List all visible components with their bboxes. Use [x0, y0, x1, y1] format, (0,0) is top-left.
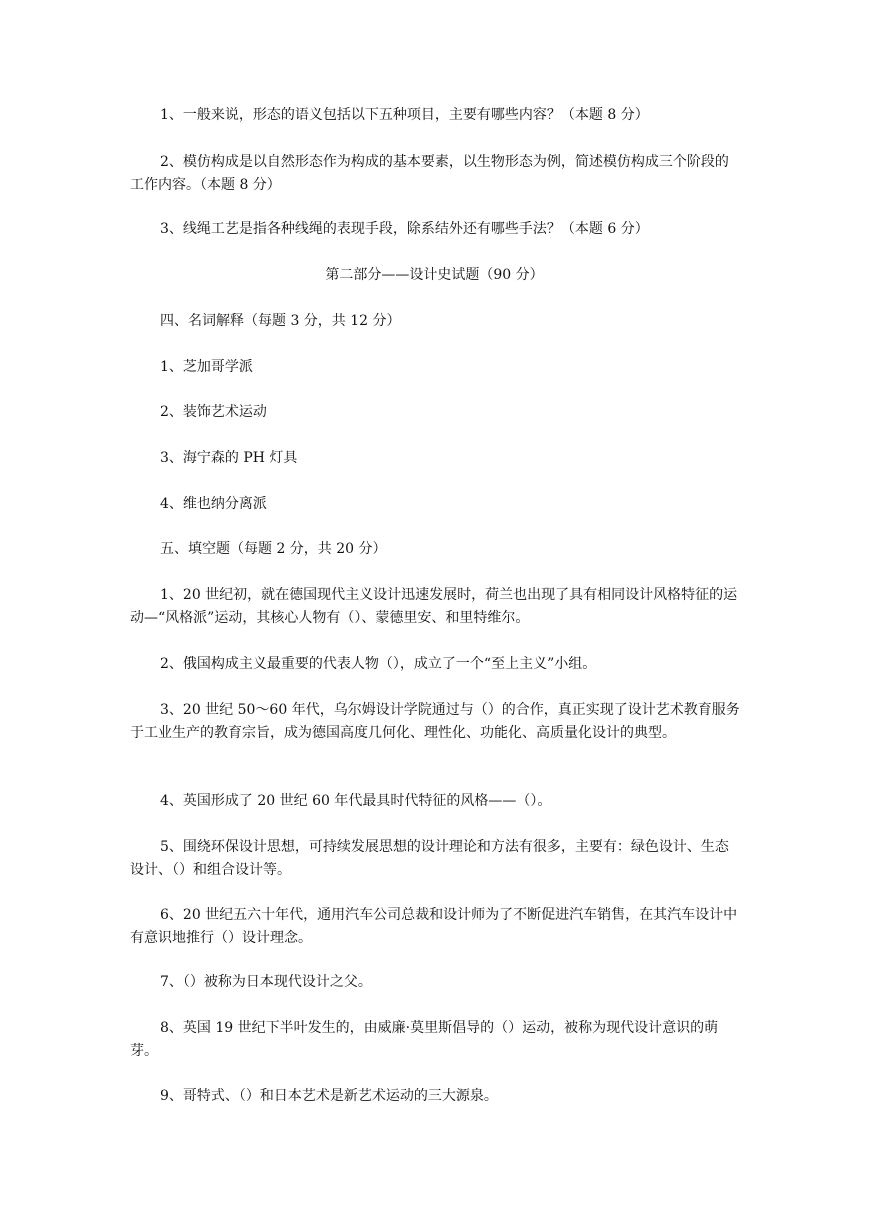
section-5-title: 五、填空题（每题 2 分，共 20 分）	[160, 541, 387, 557]
question-3: 3、线绳工艺是指各种线绳的表现手段，除系结外还有哪些手法？（本题 6 分）	[160, 221, 649, 237]
question-1: 1、一般来说，形态的语义包括以下五种项目，主要有哪些内容？（本题 8 分）	[160, 107, 649, 123]
term-item: 1、芝加哥学派	[160, 359, 253, 375]
fill-item: 1、20 世纪初，就在德国现代主义设计迅速发展时，荷兰也出现了具有相同设计风格特征的运动—“风格派”运动，其核心人物有（）、蒙德里安、和里特维尔。	[130, 587, 738, 626]
section-4-title: 四、名词解释（每题 3 分，共 12 分）	[160, 313, 401, 329]
term-item: 3、海宁森的 PH 灯具	[160, 450, 298, 466]
part-2-title: 第二部分——设计史试题（90 分）	[325, 267, 544, 283]
question-2: 2、模仿构成是以自然形态作为构成的基本要素，以生物形态为例，简述模仿构成三个阶段的工作内容。（本题 8 分）	[130, 154, 729, 193]
fill-item: 2、俄国构成主义最重要的代表人物（），成立了一个“至上主义”小组。	[160, 656, 597, 672]
term-item: 2、装饰艺术运动	[160, 404, 267, 420]
fill-item: 9、哥特式、（）和日本艺术是新艺术运动的三大源泉。	[160, 1088, 498, 1104]
fill-item: 4、英国形成了 20 世纪 60 年代最具时代特征的风格——（）。	[160, 793, 552, 809]
fill-item: 6、20 世纪五六十年代，通用汽车公司总裁和设计师为了不断促进汽车销售，在其汽车设计中有意识地推行（）设计理念。	[130, 907, 738, 946]
fill-item: 7、（）被称为日本现代设计之父。	[160, 974, 372, 990]
term-item: 4、维也纳分离派	[160, 496, 267, 512]
fill-item: 3、20 世纪 50～60 年代，乌尔姆设计学院通过与（）的合作，真正实现了设计艺术教育服务于工业生产的教育宗旨，成为德国高度几何化、理性化、功能化、高质量化设计的典型。	[130, 702, 740, 741]
fill-item: 5、围绕环保设计思想，可持续发展思想的设计理论和方法有很多，主要有：绿色设计、生态设计、（）和组合设计等。	[130, 839, 729, 878]
fill-item: 8、英国 19 世纪下半叶发生的，由威廉·莫里斯倡导的（）运动，被称为现代设计意识的萌芽。	[130, 1020, 719, 1059]
